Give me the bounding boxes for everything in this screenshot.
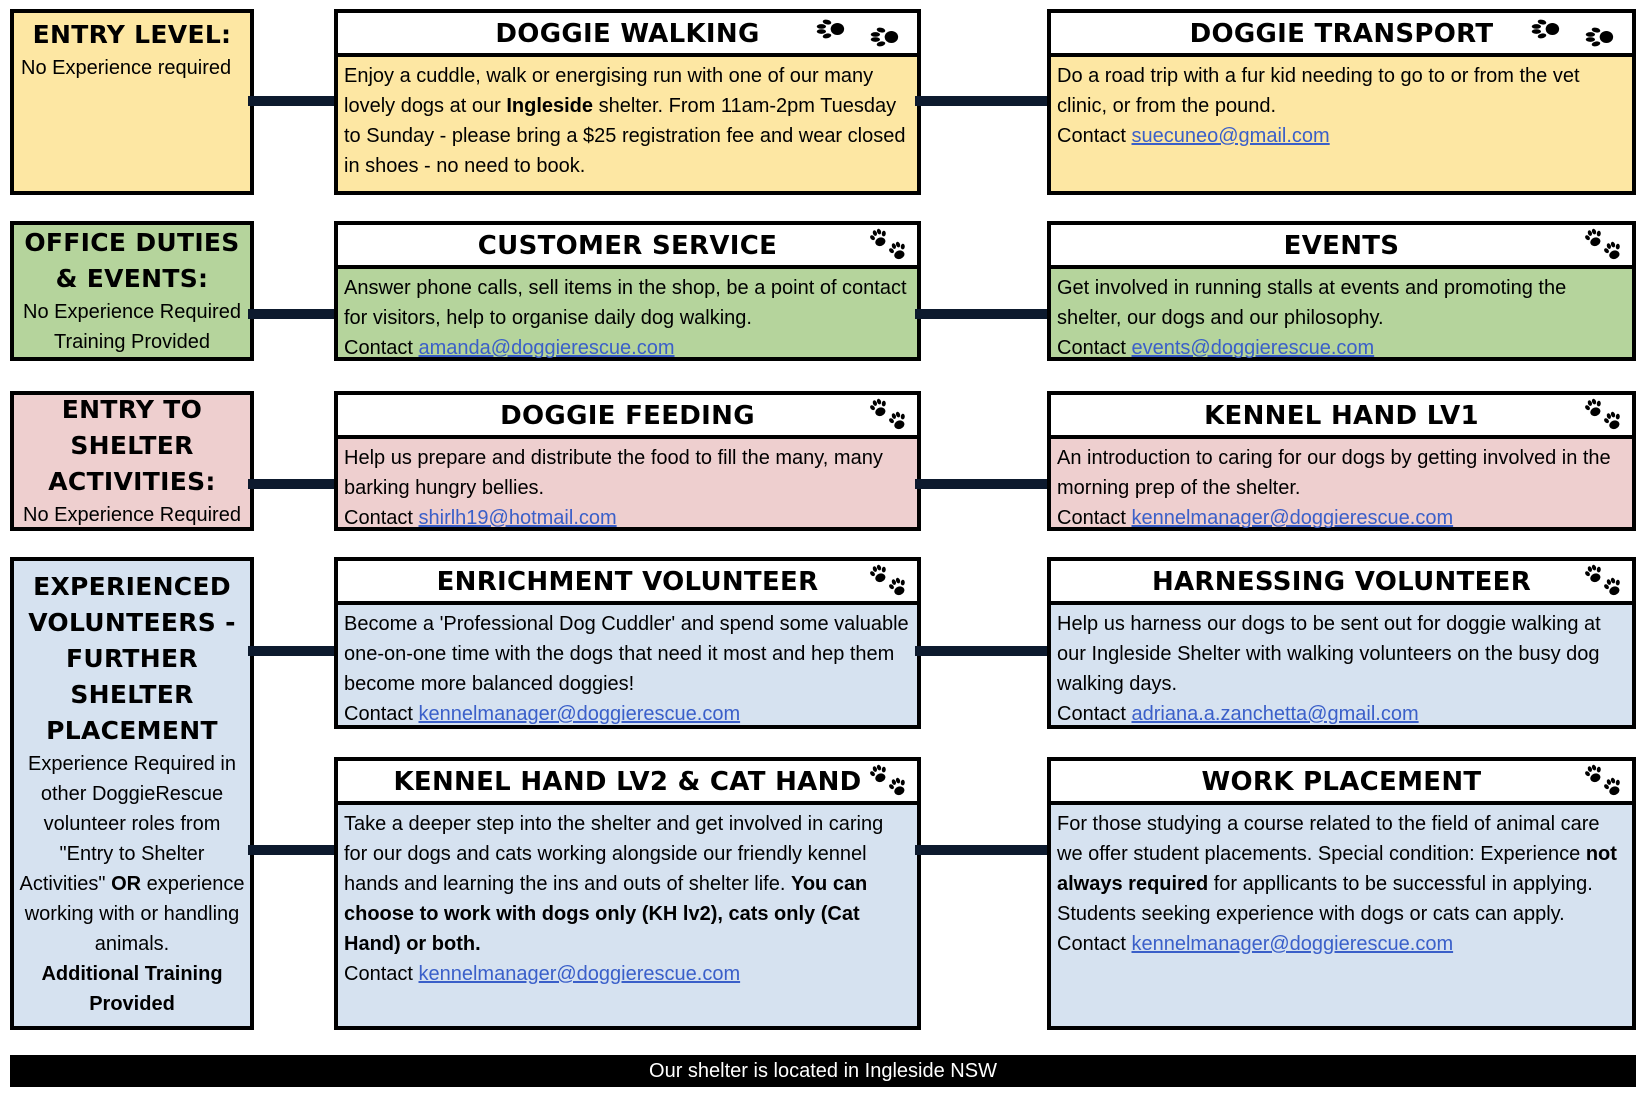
card-title: CUSTOMER SERVICE [338, 225, 917, 269]
card-title: WORK PLACEMENT [1051, 761, 1632, 805]
card-title: HARNESSING VOLUNTEER [1051, 561, 1632, 605]
card-title: KENNEL HAND LV1 [1051, 395, 1632, 439]
card-title: ENRICHMENT VOLUNTEER [338, 561, 917, 605]
connector [915, 845, 1047, 855]
card-doggie-transport [1047, 9, 1636, 195]
email-link[interactable]: kennelmanager@doggierescue.com [1131, 507, 1454, 529]
connector [915, 479, 1047, 489]
entry-level-title: ENTRY LEVEL: [32, 20, 232, 49]
office-duties-title: OFFICE DUTIES & EVENTS: [24, 228, 240, 293]
connector [248, 309, 334, 319]
card-body: Get involved in running stalls at events and promoting the shelter, our dogs and our philosophy. Contact events@doggierescue.com [1057, 277, 1567, 359]
experienced-volunteers-desc: Experience Required in other DoggieRescue volunteer roles from "Entry to Shelter Activities" OR experience working with or handling animals. [19, 752, 245, 955]
paw-print-icon [801, 13, 911, 53]
experienced-volunteers-box [10, 557, 254, 1030]
shelter-activities-sub: No Experience Required [23, 504, 241, 526]
card-customer-service [334, 221, 921, 361]
connector [915, 646, 1047, 656]
paw-print-icon [865, 397, 911, 433]
experienced-volunteers-title: EXPERIENCED VOLUNTEERS - FURTHER SHELTER PLACEMENT [28, 571, 236, 745]
card-title: KENNEL HAND LV2 & CAT HAND [338, 761, 917, 805]
card-harnessing-volunteer [1047, 557, 1636, 729]
shelter-activities-box [10, 391, 254, 531]
card-body: Become a 'Professional Dog Cuddler' and spend some valuable one-on-one time with the dogs that need it most and hep them become more balanced doggies! Contact kennelmanager@doggierescue.com [344, 613, 909, 725]
card-body: Help us prepare and distribute the food to fill the many, many barking hungry bellies. Contact shirlh19@hotmail.com [344, 447, 883, 529]
email-link[interactable]: suecuneo@gmail.com [1131, 125, 1330, 147]
paw-print-icon [1580, 227, 1626, 263]
additional-training: Additional Training Provided [41, 962, 223, 1015]
connector [915, 309, 1047, 319]
connector [915, 96, 1047, 106]
paw-print-icon [865, 227, 911, 263]
card-doggie-feeding [334, 391, 921, 531]
paw-print-icon [865, 763, 911, 799]
paw-print-icon [1516, 13, 1626, 53]
paw-print-icon [865, 563, 911, 599]
email-link[interactable]: events@doggierescue.com [1131, 337, 1375, 359]
connector [248, 646, 334, 656]
connector [248, 479, 334, 489]
email-link[interactable]: shirlh19@hotmail.com [418, 507, 617, 529]
card-title: DOGGIE FEEDING [338, 395, 917, 439]
card-title: DOGGIE WALKING [338, 13, 917, 57]
card-title: DOGGIE TRANSPORT [1051, 13, 1632, 57]
paw-print-icon [1580, 563, 1626, 599]
card-enrichment-volunteer [334, 557, 921, 729]
card-body: Take a deeper step into the shelter and get involved in caring for our dogs and cats working alongside our friendly kennel hands and learning the ins and outs of shelter life. You can choose to work with dogs only (KH lv2), cats only (Cat Hand) or both. Contact kennelmanager@doggierescue.com [344, 813, 884, 985]
card-body: Enjoy a cuddle, walk or energising run with one of our many lovely dogs at our Ingleside shelter. From 11am-2pm Tuesday to Sunday - please bring a $25 registration fee and wear closed in shoes - no need to book. [344, 65, 906, 177]
footer-banner: Our shelter is located in Ingleside NSW [10, 1055, 1636, 1087]
card-kennel-hand-lv1 [1047, 391, 1636, 531]
card-work-placement [1047, 757, 1636, 1030]
shelter-activities-title: ENTRY TO SHELTER ACTIVITIES: [48, 395, 216, 496]
card-body: Help us harness our dogs to be sent out for doggie walking at our Ingleside Shelter with walking volunteers on the busy dog walking days. Contact adriana.a.zanchetta@gmail.com [1057, 613, 1601, 725]
card-body: Answer phone calls, sell items in the shop, be a point of contact for visitors, help to organise daily dog walking. Contact amanda@doggierescue.com [344, 277, 907, 359]
email-link[interactable]: kennelmanager@doggierescue.com [1131, 933, 1454, 955]
connector [248, 96, 334, 106]
entry-level-sub: No Experience required [21, 57, 232, 79]
email-link[interactable]: amanda@doggierescue.com [418, 337, 675, 359]
paw-print-icon [1580, 763, 1626, 799]
card-doggie-walking [334, 9, 921, 195]
card-kennel-hand-lv2-cat-hand [334, 757, 921, 1030]
office-duties-sub: No Experience Required [23, 301, 241, 323]
card-body: An introduction to caring for our dogs by getting involved in the morning prep of the shelter. Contact kennelmanager@doggierescue.com [1057, 447, 1611, 529]
office-duties-training: Training Provided [53, 331, 210, 353]
email-link[interactable]: kennelmanager@doggierescue.com [418, 703, 741, 725]
card-body: For those studying a course related to the field of animal care we offer student placements. Special condition: Experience not always required for appllicants to be successful in applying. Students seeking experience with dogs or cats can apply. Contact kennelmanager@doggierescue.com [1057, 813, 1617, 955]
card-title: EVENTS [1051, 225, 1632, 269]
connector [248, 845, 334, 855]
card-body: Do a road trip with a fur kid needing to go to or from the vet clinic, or from the pound. Contact suecuneo@gmail.com [1057, 65, 1580, 147]
paw-print-icon [1580, 397, 1626, 433]
email-link[interactable]: kennelmanager@doggierescue.com [418, 963, 741, 985]
email-link[interactable]: adriana.a.zanchetta@gmail.com [1131, 703, 1419, 725]
entry-level-box [10, 9, 254, 195]
office-duties-box [10, 221, 254, 361]
card-events [1047, 221, 1636, 361]
